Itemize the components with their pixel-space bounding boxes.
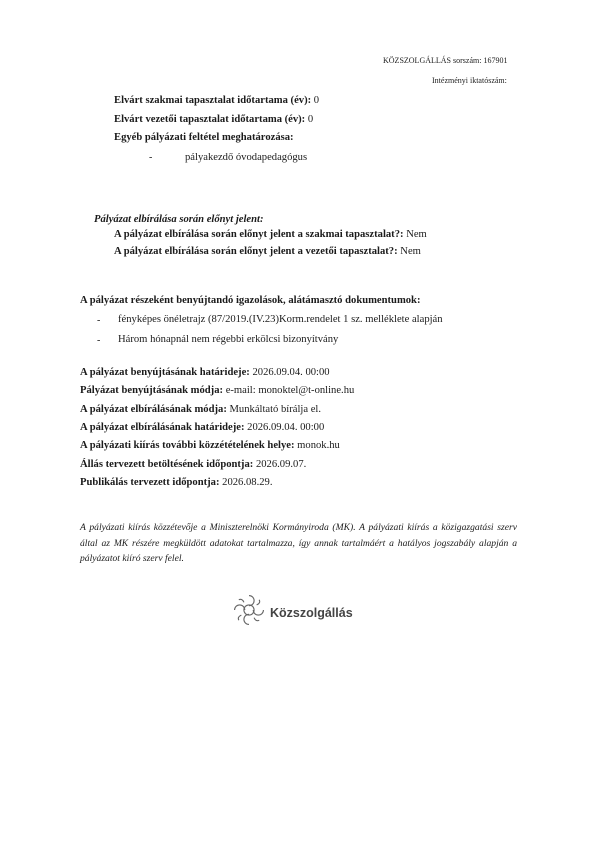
kozszolgallas-logo: [232, 593, 353, 632]
serial-label: KÖZSZOLGÁLLÁS sorszám:: [383, 56, 482, 65]
publish-date-line: [80, 477, 272, 488]
list-bullet: -: [149, 152, 153, 163]
mgmt-experience-line: [114, 114, 313, 125]
logo-text: Közszolgállás: [270, 605, 353, 620]
advantage-prof-label: A pályázat elbírálása során előnyt jelent a szakmai tapasztalat?:: [114, 229, 404, 240]
registration-label: Intézményi iktatószám:: [432, 76, 507, 85]
detail-value: Munkáltató bírálja el.: [229, 404, 322, 415]
detail-value: e-mail: monoktel@t-online.hu: [225, 385, 355, 396]
start-date-line: [80, 459, 306, 470]
serial-value: 167901: [483, 56, 508, 65]
serial-number-line: [383, 56, 507, 65]
detail-label: Pályázat benyújtásának módja:: [80, 385, 224, 396]
advantage-prof-value: Nem: [406, 229, 427, 240]
document-item: fényképes önéletrajz (87/2019.(IV.23)Korm.rendelet 1 sz. melléklete alapján: [118, 314, 443, 325]
advantage-prof-line: [114, 229, 427, 240]
mgmt-experience-value: 0: [307, 114, 314, 125]
detail-label: A pályázat elbírálásának módja:: [80, 404, 227, 415]
detail-value: 2026.09.07.: [255, 459, 307, 470]
prof-experience-label: Elvárt szakmai tapasztalat időtartama (év):: [114, 95, 312, 106]
detail-label: A pályázat benyújtásának határideje:: [80, 367, 250, 378]
mgmt-experience-label: Elvárt vezetői tapasztalat időtartama (év):: [114, 114, 306, 125]
publication-place-line: [80, 440, 340, 451]
detail-label: Publikálás tervezett időpontja:: [80, 477, 220, 488]
deadline-line: [80, 367, 330, 378]
detail-value: 2026.09.04. 00:00: [247, 422, 325, 433]
prof-experience-line: [114, 95, 319, 106]
prof-experience-value: 0: [313, 95, 320, 106]
evaluation-deadline-line: [80, 422, 324, 433]
kozszolgallas-emblem-icon: [232, 593, 266, 632]
detail-label: A pályázat elbírálásának határideje:: [80, 422, 245, 433]
advantage-mgmt-value: Nem: [400, 246, 421, 257]
other-condition-item: pályakezdő óvodapedagógus: [185, 152, 308, 163]
registration-number-line: [432, 76, 507, 85]
other-conditions-label: Egyéb pályázati feltétel meghatározása:: [114, 132, 294, 143]
documents-heading: A pályázat részeként benyújtandó igazolások, alátámasztó dokumentumok:: [80, 295, 421, 306]
detail-value: 2026.09.04. 00:00: [252, 367, 330, 378]
list-bullet: -: [97, 315, 101, 326]
detail-label: A pályázati kiírás további közzétételének helye:: [80, 440, 295, 451]
advantages-heading: Pályázat elbírálása során előnyt jelent:: [94, 214, 264, 225]
list-bullet: -: [97, 335, 101, 346]
publisher-notice: A pályázati kiírás közzétevője a Miniszterelnöki Kormányiroda (MK). A pályázati kiírás a közigazgatási szerv által az MK részére megküldött adatokat tartalmazza, így annak tartalmáért a hatályos jogszabály alapján a pályázatot kiíró szerv felel.: [80, 522, 517, 564]
detail-value: monok.hu: [297, 440, 340, 451]
advantage-mgmt-label: A pályázat elbírálása során előnyt jelent a vezetői tapasztalat?:: [114, 246, 398, 257]
detail-value: 2026.08.29.: [222, 477, 273, 488]
submission-method-line: [80, 385, 354, 396]
advantage-mgmt-line: [114, 246, 421, 257]
document-item: Három hónapnál nem régebbi erkölcsi bizonyítvány: [118, 334, 339, 345]
evaluation-method-line: [80, 404, 321, 415]
detail-label: Állás tervezett betöltésének időpontja:: [80, 459, 254, 470]
